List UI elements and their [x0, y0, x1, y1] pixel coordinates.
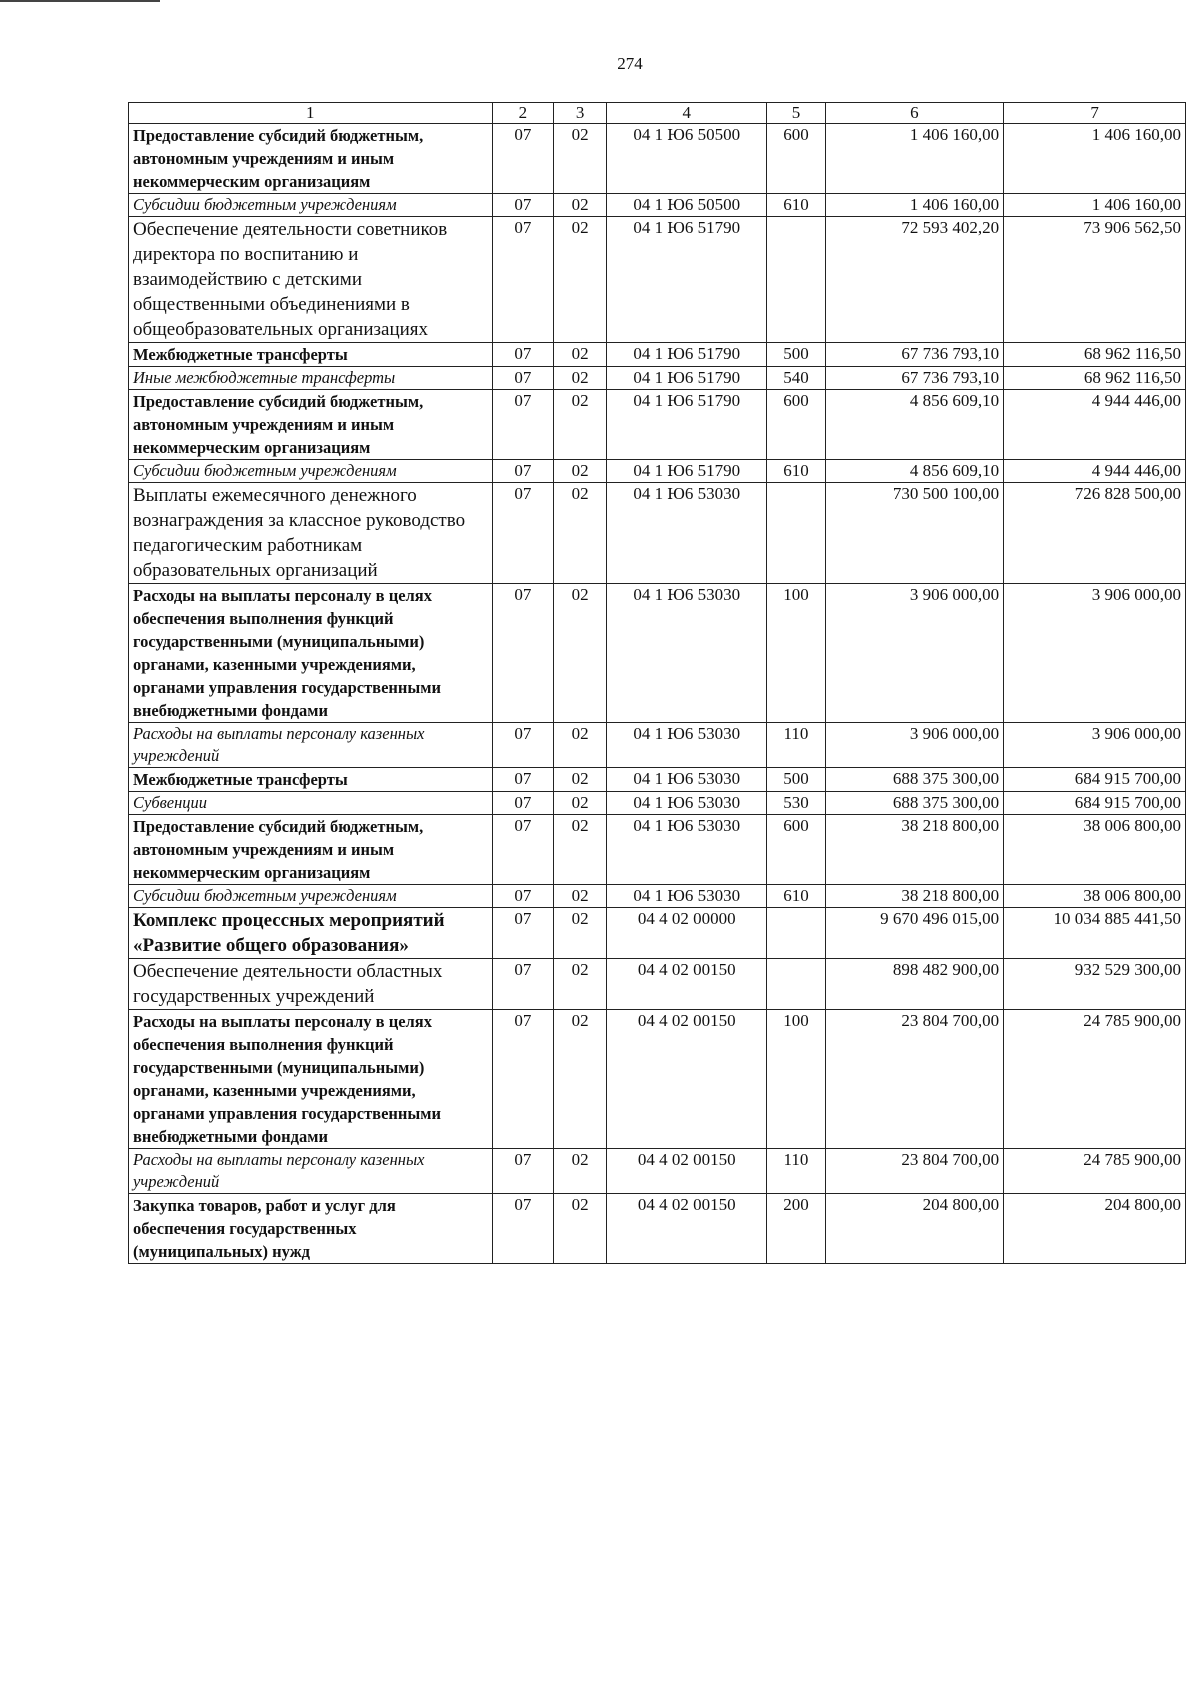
table-row [129, 343, 1186, 367]
row-section: 07 [492, 768, 554, 792]
row-amount-col6: 67 736 793,10 [825, 367, 1004, 390]
row-section: 07 [492, 584, 554, 723]
row-target-article: 04 1 Ю6 50500 [607, 124, 767, 194]
header-cell-5: 5 [767, 103, 825, 124]
row-target-article: 04 4 02 00150 [607, 1194, 767, 1264]
row-amount-col6: 688 375 300,00 [825, 792, 1004, 815]
row-subsection: 02 [554, 483, 607, 584]
row-amount-col7: 38 006 800,00 [1004, 885, 1186, 908]
row-section: 07 [492, 217, 554, 343]
row-section: 07 [492, 815, 554, 885]
row-amount-col7: 684 915 700,00 [1004, 792, 1186, 815]
row-amount-col6: 23 804 700,00 [825, 1149, 1004, 1194]
row-subsection: 02 [554, 723, 607, 768]
row-name: Субвенции [129, 792, 493, 815]
row-name: Межбюджетные трансферты [129, 343, 493, 367]
row-amount-col7: 3 906 000,00 [1004, 723, 1186, 768]
row-amount-col7: 24 785 900,00 [1004, 1149, 1186, 1194]
row-amount-col6: 3 906 000,00 [825, 723, 1004, 768]
row-subsection: 02 [554, 217, 607, 343]
scan-edge-line [0, 0, 160, 2]
row-expense-type: 540 [767, 367, 825, 390]
row-amount-col7: 4 944 446,00 [1004, 460, 1186, 483]
row-section: 07 [492, 194, 554, 217]
row-amount-col6: 72 593 402,20 [825, 217, 1004, 343]
row-name: Расходы на выплаты персоналу казенных учреждений [129, 1149, 493, 1194]
row-target-article: 04 1 Ю6 51790 [607, 343, 767, 367]
row-amount-col6: 204 800,00 [825, 1194, 1004, 1264]
header-row [129, 103, 1186, 124]
row-subsection: 02 [554, 768, 607, 792]
table-row [129, 768, 1186, 792]
row-expense-type: 600 [767, 390, 825, 460]
row-subsection: 02 [554, 815, 607, 885]
table-row [129, 124, 1186, 194]
table-row [129, 460, 1186, 483]
row-amount-col7: 726 828 500,00 [1004, 483, 1186, 584]
row-section: 07 [492, 908, 554, 959]
page-number: 274 [617, 54, 643, 73]
row-target-article: 04 4 02 00150 [607, 1010, 767, 1149]
row-name: Обеспечение деятельности советников директора по воспитанию и взаимодействию с детскими общественными объединениями в общеобразовательных организациях [129, 217, 493, 343]
row-expense-type [767, 959, 825, 1010]
row-expense-type: 500 [767, 768, 825, 792]
row-amount-col6: 23 804 700,00 [825, 1010, 1004, 1149]
row-target-article: 04 1 Ю6 51790 [607, 460, 767, 483]
row-target-article: 04 1 Ю6 53030 [607, 885, 767, 908]
table-row [129, 483, 1186, 584]
row-amount-col7: 68 962 116,50 [1004, 343, 1186, 367]
row-name: Обеспечение деятельности областных государственных учреждений [129, 959, 493, 1010]
row-name: Предоставление субсидий бюджетным, автономным учреждениям и иным некоммерческим организациям [129, 390, 493, 460]
row-expense-type [767, 483, 825, 584]
row-amount-col7: 4 944 446,00 [1004, 390, 1186, 460]
row-name: Субсидии бюджетным учреждениям [129, 885, 493, 908]
header-cell-3: 3 [554, 103, 607, 124]
row-section: 07 [492, 723, 554, 768]
table-row [129, 367, 1186, 390]
row-section: 07 [492, 343, 554, 367]
row-amount-col7: 73 906 562,50 [1004, 217, 1186, 343]
row-amount-col6: 38 218 800,00 [825, 885, 1004, 908]
row-expense-type: 610 [767, 460, 825, 483]
row-target-article: 04 1 Ю6 51790 [607, 390, 767, 460]
row-name: Расходы на выплаты персоналу в целях обеспечения выполнения функций государственными (муниципальными) органами, казенными учреждениями, органами управления государственными внебюджетными фондами [129, 1010, 493, 1149]
row-amount-col7: 38 006 800,00 [1004, 815, 1186, 885]
row-subsection: 02 [554, 885, 607, 908]
row-section: 07 [492, 885, 554, 908]
row-subsection: 02 [554, 792, 607, 815]
row-amount-col7: 10 034 885 441,50 [1004, 908, 1186, 959]
table-row [129, 959, 1186, 1010]
table-row [129, 1194, 1186, 1264]
table-row [129, 792, 1186, 815]
table-row [129, 584, 1186, 723]
header-cell-6: 6 [825, 103, 1004, 124]
row-amount-col7: 1 406 160,00 [1004, 124, 1186, 194]
row-amount-col7: 3 906 000,00 [1004, 584, 1186, 723]
row-expense-type: 500 [767, 343, 825, 367]
row-section: 07 [492, 959, 554, 1010]
row-name: Расходы на выплаты персоналу казенных учреждений [129, 723, 493, 768]
row-expense-type: 100 [767, 1010, 825, 1149]
row-subsection: 02 [554, 584, 607, 723]
row-name: Комплекс процессных мероприятий «Развитие общего образования» [129, 908, 493, 959]
row-subsection: 02 [554, 460, 607, 483]
row-target-article: 04 4 02 00150 [607, 959, 767, 1010]
row-name: Субсидии бюджетным учреждениям [129, 194, 493, 217]
row-expense-type: 610 [767, 885, 825, 908]
budget-table [128, 102, 1186, 1264]
row-amount-col7: 204 800,00 [1004, 1194, 1186, 1264]
row-target-article: 04 1 Ю6 53030 [607, 483, 767, 584]
row-amount-col6: 4 856 609,10 [825, 460, 1004, 483]
table-row [129, 1010, 1186, 1149]
row-section: 07 [492, 124, 554, 194]
row-section: 07 [492, 1149, 554, 1194]
header-cell-1: 1 [129, 103, 493, 124]
header-cell-7: 7 [1004, 103, 1186, 124]
row-expense-type: 110 [767, 723, 825, 768]
table-body [129, 103, 1186, 1264]
row-section: 07 [492, 792, 554, 815]
row-name: Предоставление субсидий бюджетным, автономным учреждениям и иным некоммерческим организациям [129, 124, 493, 194]
row-target-article: 04 4 02 00150 [607, 1149, 767, 1194]
row-target-article: 04 1 Ю6 53030 [607, 792, 767, 815]
row-amount-col6: 4 856 609,10 [825, 390, 1004, 460]
row-expense-type: 530 [767, 792, 825, 815]
row-amount-col7: 932 529 300,00 [1004, 959, 1186, 1010]
table-row [129, 723, 1186, 768]
row-expense-type: 100 [767, 584, 825, 723]
row-section: 07 [492, 1010, 554, 1149]
row-name: Закупка товаров, работ и услуг для обеспечения государственных (муниципальных) нужд [129, 1194, 493, 1264]
row-subsection: 02 [554, 959, 607, 1010]
row-amount-col6: 898 482 900,00 [825, 959, 1004, 1010]
header-cell-4: 4 [607, 103, 767, 124]
table-row [129, 217, 1186, 343]
table-row [129, 815, 1186, 885]
row-subsection: 02 [554, 124, 607, 194]
table-row [129, 885, 1186, 908]
row-section: 07 [492, 460, 554, 483]
row-name: Межбюджетные трансферты [129, 768, 493, 792]
row-section: 07 [492, 367, 554, 390]
header-cell-2: 2 [492, 103, 554, 124]
row-section: 07 [492, 483, 554, 584]
row-subsection: 02 [554, 390, 607, 460]
row-subsection: 02 [554, 1010, 607, 1149]
row-expense-type: 600 [767, 124, 825, 194]
table-row [129, 194, 1186, 217]
row-name: Предоставление субсидий бюджетным, автономным учреждениям и иным некоммерческим организациям [129, 815, 493, 885]
row-amount-col6: 688 375 300,00 [825, 768, 1004, 792]
row-amount-col6: 1 406 160,00 [825, 194, 1004, 217]
row-amount-col6: 3 906 000,00 [825, 584, 1004, 723]
row-subsection: 02 [554, 908, 607, 959]
row-target-article: 04 1 Ю6 51790 [607, 217, 767, 343]
row-amount-col6: 9 670 496 015,00 [825, 908, 1004, 959]
row-amount-col6: 730 500 100,00 [825, 483, 1004, 584]
row-target-article: 04 4 02 00000 [607, 908, 767, 959]
row-section: 07 [492, 390, 554, 460]
row-amount-col6: 67 736 793,10 [825, 343, 1004, 367]
row-name: Выплаты ежемесячного денежного вознаграждения за классное руководство педагогическим работникам образовательных организаций [129, 483, 493, 584]
row-target-article: 04 1 Ю6 53030 [607, 815, 767, 885]
row-amount-col7: 24 785 900,00 [1004, 1010, 1186, 1149]
row-expense-type: 110 [767, 1149, 825, 1194]
row-amount-col7: 1 406 160,00 [1004, 194, 1186, 217]
row-expense-type: 600 [767, 815, 825, 885]
row-amount-col7: 68 962 116,50 [1004, 367, 1186, 390]
row-name: Расходы на выплаты персоналу в целях обеспечения выполнения функций государственными (муниципальными) органами, казенными учреждениями, органами управления государственными внебюджетными фондами [129, 584, 493, 723]
row-name: Субсидии бюджетным учреждениям [129, 460, 493, 483]
row-expense-type: 200 [767, 1194, 825, 1264]
row-subsection: 02 [554, 194, 607, 217]
row-expense-type [767, 908, 825, 959]
row-amount-col6: 38 218 800,00 [825, 815, 1004, 885]
row-subsection: 02 [554, 367, 607, 390]
table-row [129, 390, 1186, 460]
row-target-article: 04 1 Ю6 53030 [607, 768, 767, 792]
row-target-article: 04 1 Ю6 53030 [607, 723, 767, 768]
row-amount-col7: 684 915 700,00 [1004, 768, 1186, 792]
row-expense-type: 610 [767, 194, 825, 217]
row-section: 07 [492, 1194, 554, 1264]
row-amount-col6: 1 406 160,00 [825, 124, 1004, 194]
row-subsection: 02 [554, 1149, 607, 1194]
row-target-article: 04 1 Ю6 50500 [607, 194, 767, 217]
row-subsection: 02 [554, 1194, 607, 1264]
row-target-article: 04 1 Ю6 53030 [607, 584, 767, 723]
row-name: Иные межбюджетные трансферты [129, 367, 493, 390]
row-target-article: 04 1 Ю6 51790 [607, 367, 767, 390]
row-expense-type [767, 217, 825, 343]
table-row [129, 908, 1186, 959]
row-subsection: 02 [554, 343, 607, 367]
table-row [129, 1149, 1186, 1194]
